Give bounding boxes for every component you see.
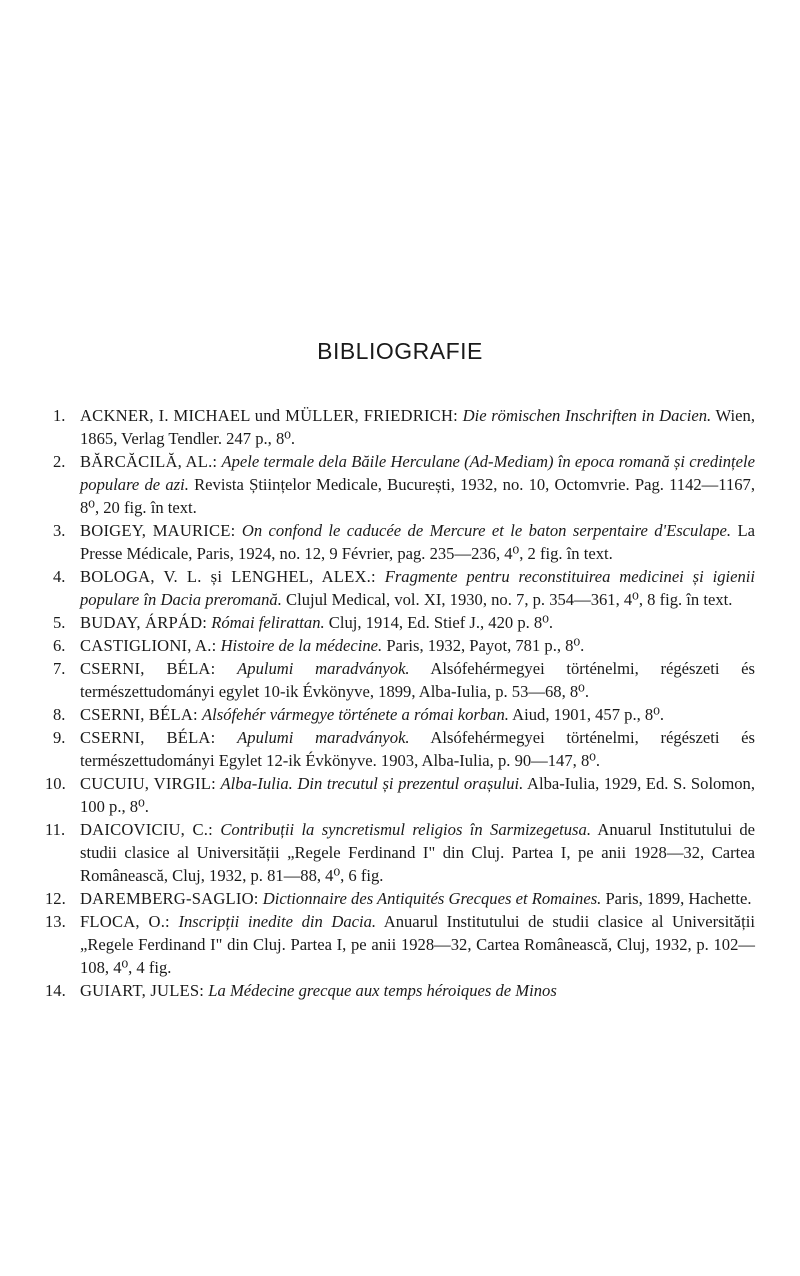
entry-details: Aiud, 1901, 457 p., 8⁰. [512,705,665,724]
bibliography-entry-1 [55,404,755,450]
entry-title: Inscripții inedite din Dacia. [178,912,377,931]
entry-author: BOLOGA, V. L. și LENGHEL, ALEX.: [80,567,376,586]
entry-author: CSERNI, BÉLA: [80,728,216,747]
bibliography-entry-8 [55,703,755,726]
page-title: BIBLIOGRAFIE [317,338,483,364]
entry-title: Apele termale dela Băile Herculane (Ad-Mediam) în epoca romană și credințele populare de azi. [80,452,755,494]
entry-number: 3. [53,521,66,540]
bibliography-list [45,404,756,1002]
entry-title: Fragmente pentru reconstituirea medicinei și igienii populare în Dacia preromană. [80,567,755,609]
entry-title: Apulumi maradványok. [237,728,410,747]
entry-number: 1. [53,406,66,425]
entry-title: Histoire de la médecine. [220,636,383,655]
bibliography-entry-9 [55,726,755,772]
entry-number: 2. [53,452,66,471]
entry-details: Revista Științelor Medicale, București, 1932, no. 10, Octomvrie. Pag. 1142—1167, 8⁰, 20 fig. în text. [80,475,755,517]
entry-author: DAICOVICIU, C.: [80,820,213,839]
entry-title: La Médecine grecque aux temps héroiques de Minos [208,981,557,1000]
entry-number: 7. [53,659,66,678]
entry-details: Wien, 1865, Verlag Tendler. 247 p., 8⁰. [80,406,755,448]
entry-number: 11. [45,820,66,839]
bibliography-entry-10 [45,772,756,818]
entry-title: Die römischen Inschriften in Dacien. [462,406,712,425]
entry-author: BOIGEY, MAURICE: [80,521,236,540]
entry-title: Alba-Iulia. Din trecutul și prezentul orașului. [220,774,524,793]
entry-details: Anuarul Institutului de studii clasice al Universității „Regele Ferdinand I" din Cluj. Partea I, pe anii 1928—32, Cartea Românească, Cluj, 1932, p. 81—88, 4⁰, 6 fig. [80,820,755,885]
bibliography-entry-7 [55,657,755,703]
bibliography-entry-6 [55,634,755,657]
entry-title: Contribuții la syncretismul religios în Sarmizegetusa. [220,820,591,839]
entry-title: Dictionnaire des Antiquités Grecques et Romaines. [262,889,602,908]
entry-title: Római felirattan. [211,613,325,632]
entry-number: 12. [45,889,66,908]
entry-number: 13. [45,912,66,931]
entry-title: Apulumi maradványok. [237,659,410,678]
entry-details: Paris, 1899, Hachette. [605,889,752,908]
entry-author: GUIART, JULES: [80,981,205,1000]
bibliography-entry-13 [45,910,755,979]
entry-number: 5. [53,613,66,632]
entry-number: 14. [45,981,66,1000]
bibliography-entry-3 [55,519,755,565]
entry-author: BUDAY, ÁRPÁD: [80,613,208,632]
entry-author: FLOCA, O.: [80,912,170,931]
entry-number: 10. [45,774,66,793]
entry-details: Clujul Medical, vol. XI, 1930, no. 7, p. 354—361, 4⁰, 8 fig. în text. [286,590,733,609]
entry-number: 8. [53,705,66,724]
bibliography-entry-12 [45,887,755,910]
entry-details: Anuarul Institutului de studii clasice al Universității „Regele Ferdinand I" din Cluj. Partea I, pe anii 1928—32, Cartea Românească, Cluj, 1932, p. 102—108, 4⁰, 4 fig. [80,912,755,977]
entry-details: La Presse Médicale, Paris, 1924, no. 12, 9 Février, pag. 235—236, 4⁰, 2 fig. în text. [80,521,755,563]
entry-author: BĂRCĂCILĂ, AL.: [80,452,218,471]
entry-author: CUCUIU, VIRGIL: [80,774,216,793]
entry-author: DAREMBERG-SAGLIO: [80,889,259,908]
entry-author: CSERNI, BÉLA: [80,705,198,724]
bibliography-entry-5 [55,611,755,634]
entry-author: CSERNI, BÉLA: [80,659,216,678]
entry-number: 9. [53,728,66,747]
entry-details: Paris, 1932, Payot, 781 p., 8⁰. [386,636,585,655]
entry-title: Alsófehér vármegye története a római korban. [202,705,509,724]
entry-author: CASTIGLIONI, A.: [80,636,217,655]
entry-number: 4. [53,567,66,586]
bibliography-entry-2 [55,450,755,519]
bibliography-entry-11 [45,818,755,887]
bibliography-entry-4 [55,565,755,611]
entry-author: ACKNER, I. MICHAEL und MÜLLER, FRIEDRICH: [80,406,458,425]
entry-details: Alba-Iulia, 1929, Ed. S. Solomon, 100 p., 8⁰. [80,774,756,816]
entry-details: Cluj, 1914, Ed. Stief J., 420 p. 8⁰. [328,613,554,632]
entry-details: Alsófehérmegyei történelmi, régészeti és természettudományi egylet 10-ik Évkönyve, 1899, Alba-Iulia, p. 53—68, 8⁰. [80,659,755,701]
entry-details: Alsófehérmegyei történelmi, régészeti és természettudományi Egylet 12-ik Évkönyve. 1903, Alba-Iulia, p. 90—147, 8⁰. [80,728,755,770]
entry-number: 6. [53,636,66,655]
entry-title: On confond le caducée de Mercure et le baton serpentaire d'Esculape. [241,521,732,540]
bibliography-entry-14 [45,979,755,1002]
